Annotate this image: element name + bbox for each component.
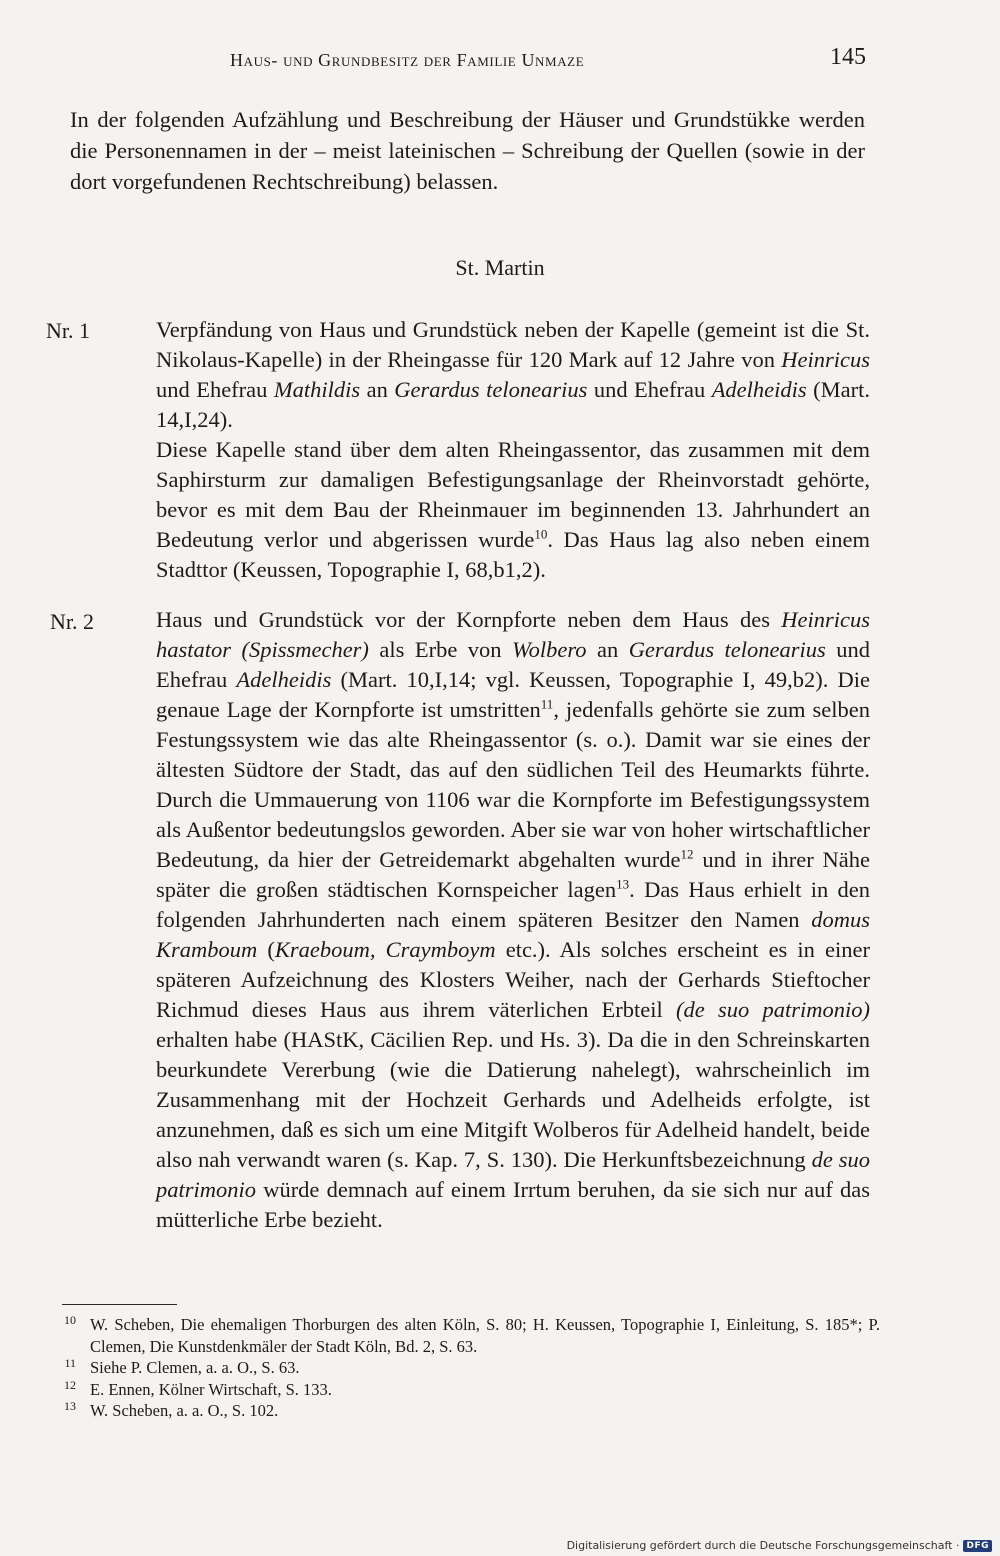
footnote-ref[interactable]: 10 xyxy=(534,526,548,542)
page-number: 145 xyxy=(830,44,866,70)
footnote-ref[interactable]: 12 xyxy=(680,846,694,862)
entry-nr1-paragraph-2: Diese Kapelle stand über dem alten Rheingassentor, das zusammen mit dem Saphirsturm zur damaligen Befestigungsanlage der Rheinvorstadt gehörte, bevor es mit dem Bau der Rheinmauer im beginnenden 13. Jahrhundert an Bedeutung verlor und abgerissen wurde$^{10}$. Das Haus lag also neben einem Stadttor (Keussen, Topographie I, 68,b1,2). xyxy=(156,437,870,582)
entry-nr2-paragraph-1: Haus und Grundstück vor der Kornpforte neben dem Haus des Heinricus hastator (Spissmecher) als Erbe von Wolbero an Gerardus telonearius und Ehefrau Adelheidis (Mart. 10,I,14; vgl. Keussen, Topographie I, 49,b2). Die genaue Lage der Kornpforte ist umstritten$^{11}$, jedenfalls gehörte sie zum selben Festungssystem wie das alte Rheingassentor (s. o.). Damit war sie eines der ältesten Südtore der Stadt, das auf den südlichen Teil des Heumarkts führte. Durch die Ummauerung von 1106 war die Kornpforte im Befestigungssystem als Außentor bedeutungslos geworden. Aber sie war von hoher wirtschaftlicher Bedeutung, da hier der Getreidemarkt abgehalten wurde$^{12}$ und in ihrer Nähe später die großen städtischen Kornspeicher lagen$^{13}$. Das Haus erhielt in den folgenden Jahrhunderten nach einem späteren Besitzer den Namen domus Kramboum (Kraeboum, Craymboym etc.). Als solches erscheint es in einer späteren Aufzeichnung des Klosters Weiher, nach der Gerhards Stieftocher Richmud dieses Haus aus ihrem väterlichen Erbteil (de suo patrimonio) erhalten habe (HAStK, Cäcilien Rep. und Hs. 3). Da die in den Schreinskarten beurkundete Vererbung (wie die Datierung nahelegt), wahrscheinlich im Zusammenhang mit der Hochzeit Gerhards und Adelheids erfolgte, ist anzunehmen, daß es sich um eine Mitgift Wolberos für Adelheid handelt, beide also nah verwandt waren (s. Kap. 7, S. 130). Die Herkunftsbezeichnung de suo patrimonio würde demnach auf einem Irrtum beruhen, da sie sich nur auf das mütterliche Erbe bezieht. xyxy=(156,607,870,1232)
scan-credit-text: Digitalisierung gefördert durch die Deutsche Forschungsgemeinschaft · xyxy=(566,1539,960,1552)
footnote-number: 10 xyxy=(64,1313,76,1327)
entry-body-nr2 xyxy=(156,605,870,1235)
footnote-item xyxy=(50,1357,880,1379)
entry-body-nr1 xyxy=(156,315,870,585)
entry-nr1-paragraph-1: Verpfändung von Haus und Grundstück neben der Kapelle (gemeint ist die St. Nikolaus-Kapelle) in der Rheingasse für 120 Mark auf 12 Jahre von Heinricus und Ehefrau Mathildis an Gerardus telonearius und Ehefrau Adelheidis (Mart. 14,I,24). xyxy=(156,317,870,432)
footnote-item xyxy=(50,1379,880,1401)
intro-paragraph: In der folgenden Aufzählung und Beschreibung der Häuser und Grundstükke werden die Personennamen in der – meist lateinischen – Schreibung der Quellen (sowie in der dort vorgefundenen Rechtschreibung) belassen. xyxy=(70,107,865,194)
footnote-item xyxy=(50,1400,880,1422)
page-header xyxy=(150,44,870,78)
entry-label-nr1: Nr. 1 xyxy=(46,318,90,343)
footnote-text: Siehe P. Clemen, a. a. O., S. 63. xyxy=(90,1358,300,1377)
entry-label-nr2: Nr. 2 xyxy=(50,609,94,634)
running-title: Haus- und Grundbesitz der Familie Unmaze xyxy=(230,50,585,70)
footnote-divider xyxy=(62,1304,177,1305)
dfg-logo-icon: DFG xyxy=(963,1540,992,1552)
footnotes xyxy=(50,1314,880,1422)
footnote-text: W. Scheben, a. a. O., S. 102. xyxy=(90,1401,279,1420)
footnote-item xyxy=(50,1314,880,1357)
footnote-text: W. Scheben, Die ehemaligen Thorburgen des alten Köln, S. 80; H. Keussen, Topographie I, Einleitung, S. 185*; P. Clemen, Die Kunstdenkmäler der Stadt Köln, Bd. 2, S. 63. xyxy=(90,1315,880,1356)
footnote-ref[interactable]: 13 xyxy=(616,876,630,892)
footnote-text: E. Ennen, Kölner Wirtschaft, S. 133. xyxy=(90,1379,332,1399)
footnote-number: 12 xyxy=(64,1377,76,1392)
footnote-number: 13 xyxy=(64,1399,76,1413)
section-heading: St. Martin xyxy=(455,255,545,280)
footnote-ref[interactable]: 11 xyxy=(540,696,554,712)
footnote-number: 11 xyxy=(64,1356,76,1370)
scan-credit xyxy=(567,1539,992,1552)
